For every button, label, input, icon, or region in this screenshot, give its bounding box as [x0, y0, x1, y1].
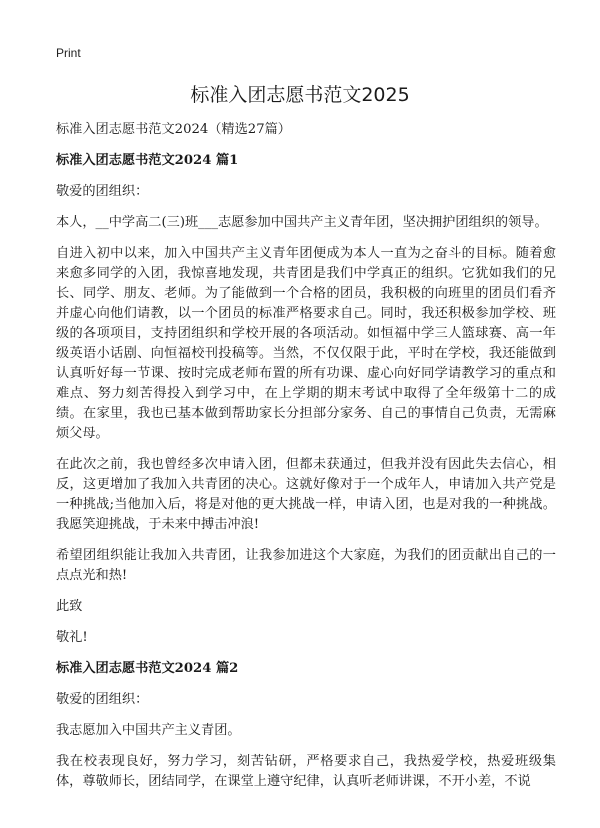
section-heading-2: 标准入团志愿书范文2024 篇2 — [56, 661, 239, 676]
section-heading-1: 标准入团志愿书范文2024 篇1 — [56, 153, 239, 168]
paragraph: 敬爱的团组织： — [56, 692, 149, 707]
closing-line: 此致 — [56, 599, 83, 614]
paragraph: 我志愿加入中国共产主义青团。 — [56, 723, 241, 738]
print-label[interactable]: Print — [56, 46, 81, 60]
closing-line: 敬礼! — [56, 630, 88, 645]
paragraph: 自进入初中以来，加入中国共产主义青年团便成为本人一直为之奋斗的目标。随着愈来愈多同学的入团，我惊喜地发现，共青团是我们中学真正的组织。它犹如我们的兄长、同学、朋友、老师。为了能做到一个合格的团员，我积极的向班里的团员们看齐并虚心向他们请教，以一个团员的标准严格要求自己。同时，我还积极参加学校、班级的各项项目，支持团组织和学校开展的各项活动。如恒福中学三人篮球赛、高一年级英语小话剧、向恒福校刊投稿等。当然，不仅仅限于此，平时在学校，我还能做到认真听好每一节课、按时完成老师布置的所有功课、虚心向好同学请教学习的重点和难点、努力刻苦得投入到学习中，在上学期的期末考试中取得了全年级第十二的成绩。在家里，我也已基本做到帮助家长分担部分家务、自己的事情自己负责，无需麻烦父母。 — [56, 246, 556, 441]
paragraph: 我在校表现良好，努力学习，刻苦钻研，严格要求自己，我热爱学校，热爱班级集体，尊敬师长，团结同学，在课堂上遵守纪律，认真听老师讲课，不开小差，不说 — [56, 754, 556, 789]
paragraph: 敬爱的团组织： — [56, 184, 149, 199]
document-body — [56, 120, 556, 803]
document-subtitle: 标准入团志愿书范文2024（精选27篇） — [56, 122, 291, 137]
paragraph: 希望团组织能让我加入共青团，让我参加进这个大家庭，为我们的团贡献出自己的一点点光和热! — [56, 548, 556, 583]
paragraph: 本人，__中学高二(三)班___志愿参加中国共产主义青年团，坚决拥护团组织的领导。 — [56, 215, 548, 230]
paragraph: 在此次之前，我也曾经多次申请入团，但都未获通过，但我并没有因此失去信心，相反，这更增加了我加入共青团的决心。这就好像对于一个成年人，申请加入共产党是一种挑战;当他加入后，将是对他的更大挑战一样，申请入团，也是对我的一种挑战。我愿笑迎挑战，于未来中搏击冲浪! — [56, 457, 556, 532]
document-title: 标准入团志愿书范文2025 — [190, 84, 410, 106]
